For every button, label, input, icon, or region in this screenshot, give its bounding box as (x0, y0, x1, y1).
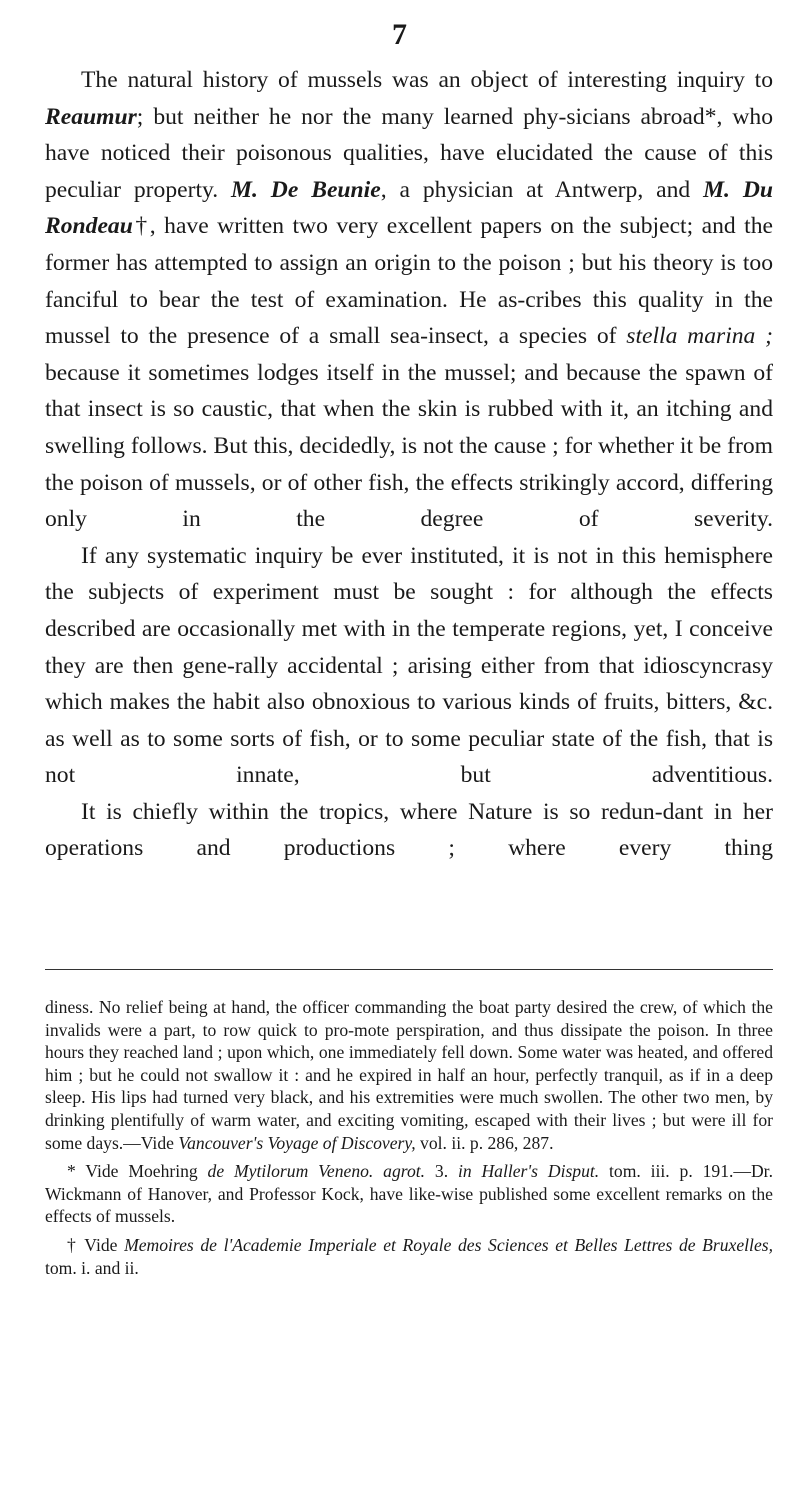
footnotes (45, 996, 773, 1285)
title-haller: in Haller's Disput. (457, 1161, 600, 1182)
title-mytilorum: de Mytilorum Veneno. agrot. (207, 1161, 426, 1182)
main-text (45, 62, 773, 867)
title-vancouver: Vancouver's Voyage of Discovery, (178, 1132, 416, 1153)
name-de-beunie: M. De Beunie (231, 176, 381, 203)
footnote-dagger: † Vide Memoires de l'Academie Imperiale et Royale des Sciences et Belles Lettres de Bruxelles, tom. i. and ii. (45, 1234, 774, 1278)
paragraph-3: It is chiefly within the tropics, where Nature is so redun-dant in her operations and productions ; where every thing (45, 798, 773, 862)
paragraph-1: The natural history of mussels was an object of interesting inquiry to Reaumur; but neither he nor the many learned phy-sicians abroad*, who have noticed their poisonous qualities, have elucidated the cause of this peculiar property. M. De Beunie, a physician at Antwerp, and M. Du Rondeau†, have written two very excellent papers on the subject; and the former has attempted to assign an origin to the poison ; but his theory is too fanciful to bear the test of examination. He as-cribes this quality in the mussel to the presence of a small sea-insect, a species of stella marina ; because it sometimes lodges itself in the mussel; and because the spawn of that insect is so caustic, that when the skin is rubbed with it, an itching and swelling follows. But this, decidedly, is not the cause ; for whether it be from the poison of mussels, or of other fish, the effects strikingly accord, differing only in the degree of severity. (45, 67, 774, 533)
footnote-continued: diness. No relief being at hand, the officer commanding the boat party desired the crew, of which the invalids were a part, to row quick to pro-mote perspiration, and thus dissipate the poison. In three hours they reached land ; upon which, one immediately fell down. Some water was heated, and offered him ; but he could not swallow it : and he expired in half an hour, perfectly tranquil, as if in a deep sleep. His lips had turned very black, and his extremities were much swollen. The other two men, by drinking plentifully of warm water, and exciting vomiting, escaped with their lives ; but were ill for some days.—Vide Vancouver's Voyage of Discovery, vol. ii. p. 286, 287. (45, 997, 773, 1153)
term-stella-marina: stella marina ; (626, 323, 773, 350)
page-number: 7 (392, 18, 407, 51)
name-reaumur: Reaumur (45, 103, 137, 130)
title-memoires: Memoires de l'Academie Imperiale et Royale des Sciences et Belles Lettres de Bruxelles, (124, 1234, 774, 1255)
footnote-star: * Vide Moehring de Mytilorum Veneno. agrot. 3. in Haller's Disput. tom. iii. p. 191.—Dr. Wickmann of Hanover, and Professor Kock, have like-wise published some excellent remarks on the effects of mussels. (45, 1161, 773, 1227)
name-du-rondeau: M. Du Rondeau (45, 176, 774, 240)
paragraph-2: If any systematic inquiry be ever instituted, it is not in this hemisphere the subjects of experiment must be sought : for although the effects described are occasionally met with in the temperate regions, yet, I conceive they are then gene-rally accidental ; arising either from that idioscyncrasy which makes the habit also obnoxious to various kinds of fruits, bitters, &c. as well as to some sorts of fish, or to some peculiar state of the fish, that is not innate, but adventitious. (45, 542, 773, 789)
footnote-divider (45, 969, 773, 970)
